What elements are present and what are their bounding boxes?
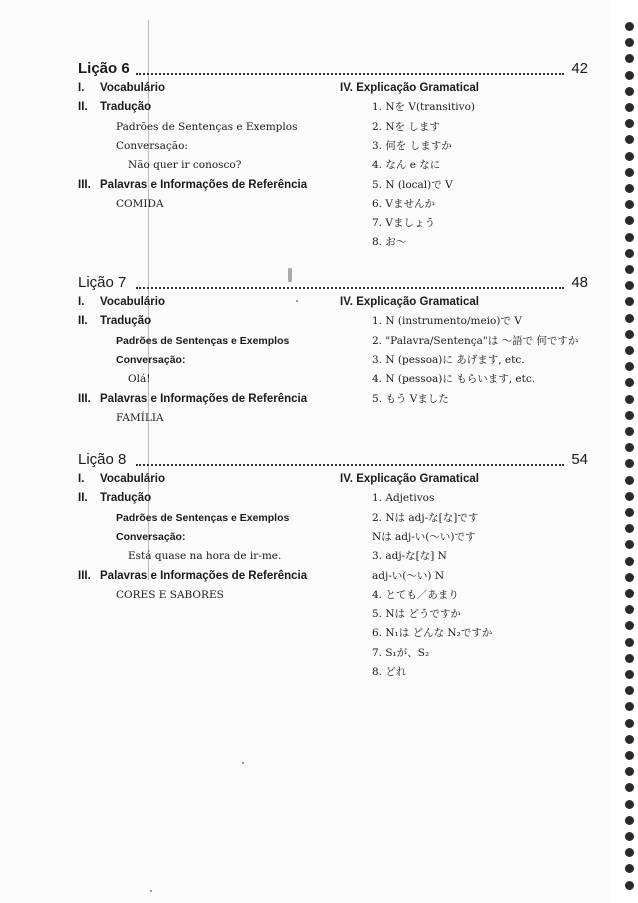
outline-text: Vocabulário [100,473,165,485]
binder-hole [625,686,634,695]
scan-speck [150,890,152,892]
outline-text: Padrões de Sentenças e Exemplos [116,120,298,133]
binder-hole [625,540,634,549]
scan-speck [242,762,244,764]
outline-number: III. [78,569,91,582]
leader-dots [136,464,564,466]
binder-hole [625,314,634,323]
grammar-item: 1. Nを V(transitivo) [372,101,475,114]
outline-text: Palavras e Informações de Referência [100,392,308,405]
grammar-item: 3. adj-な[な] N [372,550,447,563]
binder-holes [622,22,634,892]
grammar-item: 4. N (pessoa)に もらいます, etc. [372,373,536,386]
lesson-right-column [340,296,590,446]
outline-item [116,198,164,211]
binder-hole [625,573,634,582]
outline-number: III. [78,392,91,405]
binder-hole [625,411,634,420]
lesson-title: Lição 6 [78,60,130,77]
lesson-left-column [78,296,328,446]
grammar-item: 3. N (pessoa)に あげます, etc. [372,353,525,366]
grammar-item: 2. Nを します [372,120,440,133]
binder-hole [625,216,634,225]
outline-number: II. [78,492,88,505]
grammar-item: 1. Adjetivos [372,492,435,505]
binder-hole [625,589,634,598]
lesson-7-section [78,274,588,424]
binder-hole [625,168,634,177]
outline-text: Tradução [100,101,152,114]
outline-text: Vocabulário [100,296,165,308]
outline-item [78,296,165,309]
binder-hole [625,459,634,468]
grammar-item: adj-い(～い) N [372,569,445,582]
binder-hole [625,670,634,679]
outline-number: II. [78,315,88,328]
binder-hole [625,297,634,306]
lesson-right-column [340,82,590,252]
outline-item [116,589,224,602]
outline-item [78,393,307,406]
lesson-title: Lição 7 [78,274,127,291]
binder-hole [625,281,634,290]
binder-hole [625,800,634,809]
binder-hole [625,265,634,274]
binder-hole [625,443,634,452]
outline-text: COMIDA [116,197,164,210]
binder-hole [625,135,634,144]
grammar-item: 3. 何を しますか [372,139,452,152]
outline-text: Conversação: [116,530,186,543]
grammar-item: Nは adj-い(～い)です [372,530,476,543]
binder-hole [625,864,634,873]
outline-text: Tradução [100,492,152,505]
grammar-item: 7. S₁が、S₂ [372,646,430,659]
binder-hole [625,621,634,630]
outline-item [78,315,151,328]
grammar-item: 8. どれ [372,666,407,678]
binder-hole [625,378,634,387]
binder-hole [625,22,634,31]
grammar-item: 7. Vましょう [372,217,435,230]
grammar-item: 2. Nは adj-な[な]です [372,511,479,524]
binder-hole [625,557,634,566]
outline-item [116,354,185,367]
scan-speck [288,268,292,282]
page-number: 54 [571,451,588,468]
grammar-heading: IV. Explicação Gramatical [340,296,479,308]
grammar-item: 5. Nは どうですか [372,608,461,621]
outline-text: Conversação: [116,353,186,366]
grammar-item: 6. N₁は どんな N₂ですか [372,627,493,640]
outline-item [116,412,164,425]
outline-item [116,140,188,153]
outline-text: FAMÍLIA [116,411,164,424]
outline-item [78,473,165,486]
outline-text: Palavras e Informações de Referência [100,178,308,191]
outline-text: Não quer ir conosco? [128,159,242,172]
lesson-right-column [340,473,590,693]
binder-hole [625,832,634,841]
outline-number: I. [78,296,85,308]
outline-text: Conversação: [116,139,188,152]
outline-text: Está quase na hora de ir-me. [128,550,282,563]
lesson-left-column [78,82,328,232]
binder-hole [625,524,634,533]
lesson-8-section [78,451,588,678]
leader-dots [136,287,564,289]
grammar-item: 4. なん e なに [372,159,441,172]
grammar-item: 5. N (local)で V [372,178,453,191]
binder-hole [625,119,634,128]
lesson-header [78,451,588,473]
outline-item [78,82,165,95]
outline-text: Palavras e Informações de Referência [100,569,308,582]
binder-hole [625,654,634,663]
outline-item [116,531,185,544]
outline-number: III. [78,178,91,191]
lesson-header [78,60,588,82]
lesson-left-column [78,473,328,623]
grammar-heading: IV. Explicação Gramatical [340,473,479,485]
binder-hole [625,54,634,63]
outline-item [116,335,289,348]
outline-item [78,492,151,505]
grammar-heading: IV. Explicação Gramatical [340,82,479,94]
outline-number: II. [78,101,88,114]
grammar-item: 2. "Palavra/Sentença"は ～語で 何ですか [372,334,579,347]
binder-hole [625,767,634,776]
binder-hole [625,719,634,728]
outline-text: Olá! [128,373,151,386]
binder-hole [625,735,634,744]
binder-hole [625,638,634,647]
outline-item [116,121,297,134]
grammar-item: 1. N (instrumento/meio)で V [372,315,522,328]
binder-hole [625,492,634,501]
outline-item [128,159,241,172]
grammar-item: 4. とても／あまり [372,588,459,601]
lesson-header [78,274,588,296]
outline-item [128,550,281,563]
binder-hole [625,702,634,711]
grammar-item: 6. Vませんか [372,197,435,210]
binder-hole [625,249,634,258]
page-number: 42 [571,60,588,77]
binder-hole [625,476,634,485]
binder-hole [625,71,634,80]
outline-text: CORES E SABORES [116,588,224,601]
outline-text: Padrões de Sentenças e Exemplos [116,334,290,347]
binder-hole [625,152,634,161]
binder-hole [625,427,634,436]
binder-hole [625,783,634,792]
outline-item [78,101,151,114]
binder-hole [625,103,634,112]
grammar-item: 5. もう Vました [372,392,449,405]
outline-text: Tradução [100,315,152,328]
binder-hole [625,395,634,404]
binder-hole [625,362,634,371]
leader-dots [136,73,564,75]
outline-item [78,179,307,192]
outline-number: I. [78,82,85,94]
binder-hole [625,346,634,355]
binder-hole [625,200,634,209]
outline-item [128,373,150,386]
binder-hole [625,881,634,890]
binder-hole [625,330,634,339]
binder-hole [625,751,634,760]
outline-item [116,512,289,525]
outline-number: I. [78,473,85,485]
binder-hole [625,233,634,242]
outline-text: Padrões de Sentenças e Exemplos [116,511,290,524]
binder-hole [625,816,634,825]
binder-hole [625,38,634,47]
binder-hole [625,508,634,517]
lesson-6-section [78,60,588,249]
outline-text: Vocabulário [100,82,165,94]
binder-hole [625,184,634,193]
binder-hole [625,848,634,857]
page-number: 48 [571,274,588,291]
binder-hole [625,605,634,614]
binder-hole [625,87,634,96]
lesson-title: Lição 8 [78,451,127,468]
grammar-item: 8. お～ [372,236,407,249]
outline-item [78,570,307,583]
scan-speck [296,300,298,302]
